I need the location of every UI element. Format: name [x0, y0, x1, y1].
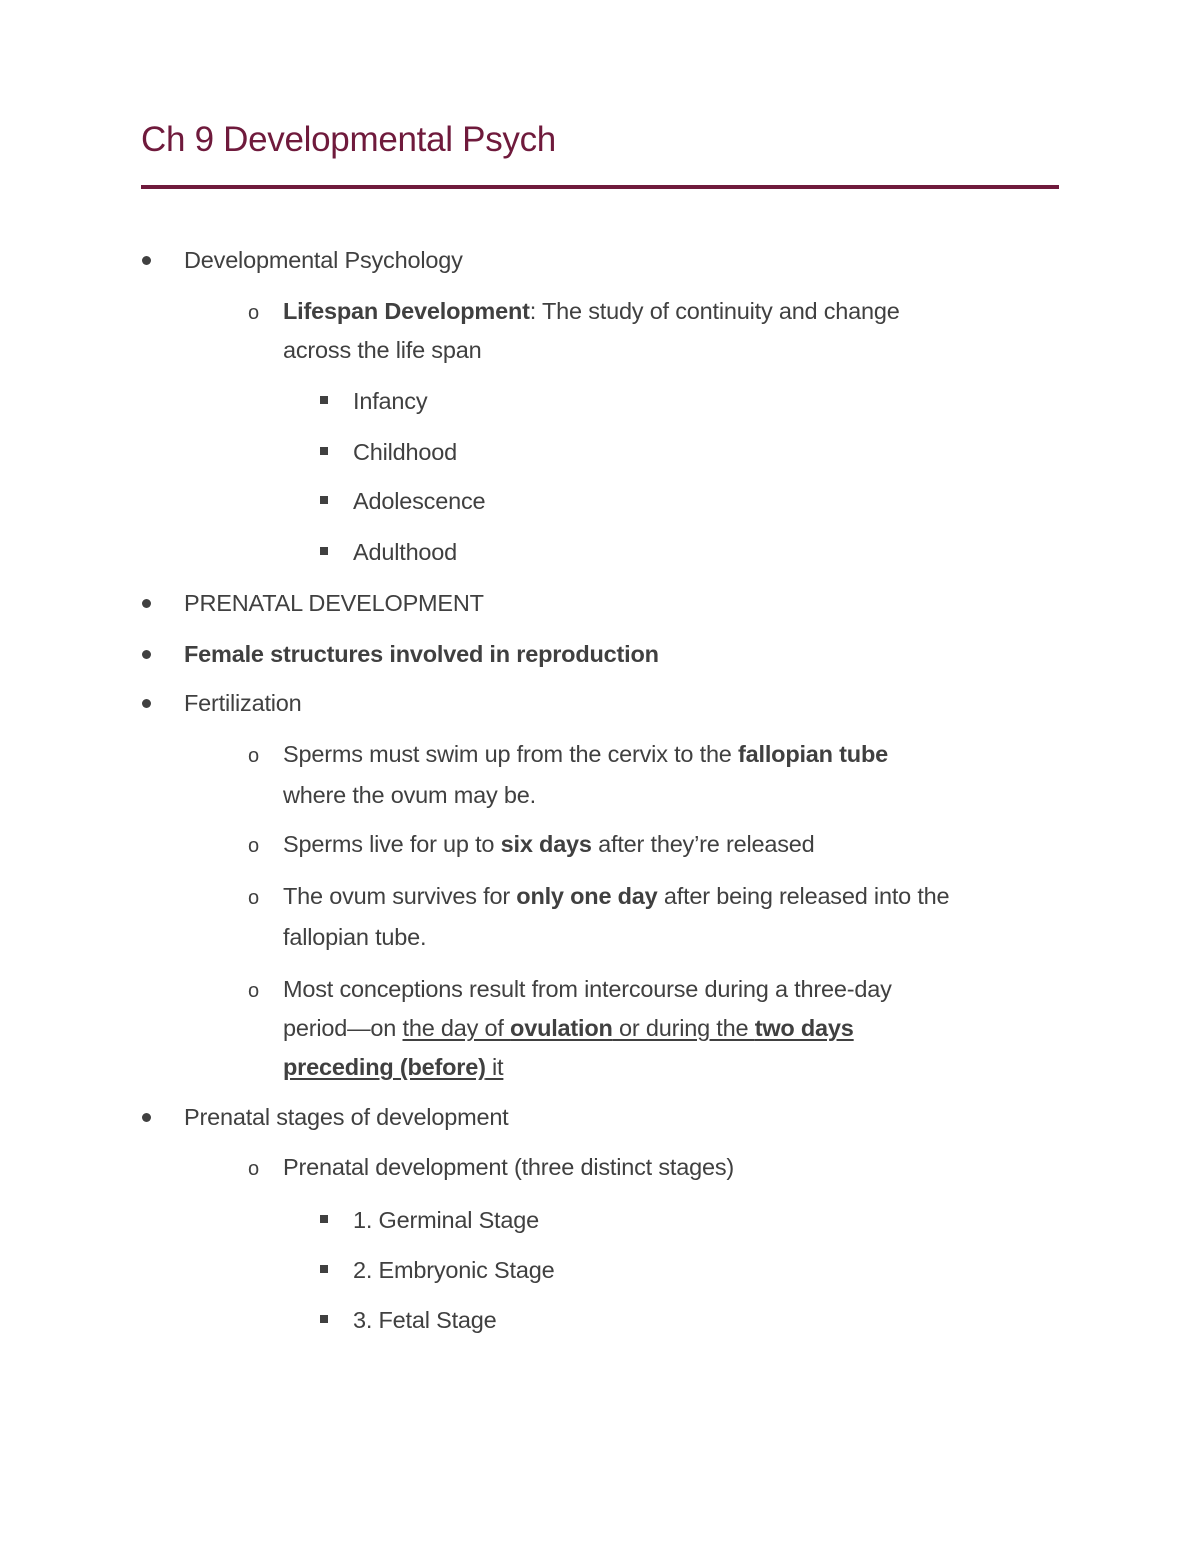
document-title: Ch 9 Developmental Psych: [141, 120, 556, 159]
bold-text: two days: [754, 1015, 854, 1041]
bullet-disc-icon: [142, 1113, 151, 1122]
text-run: after they’re released: [591, 831, 815, 857]
text-run: 1. Germinal Stage: [353, 1207, 539, 1233]
bold-text: Female structures involved in reproduction: [184, 641, 659, 667]
text-run: Fertilization: [184, 690, 302, 716]
text-run: after being released into the: [657, 883, 950, 909]
list-item-level-2: [283, 830, 815, 858]
bullet-circle-icon: o: [248, 980, 260, 1002]
bold-text: only one day: [516, 883, 658, 909]
bullet-square-icon: [320, 496, 328, 504]
list-item-level-3: [353, 387, 427, 415]
bullet-square-icon: [320, 447, 328, 455]
text-run: Sperms must swim up from the cervix to the: [283, 741, 739, 767]
text-run: Infancy: [353, 388, 428, 414]
list-item-level-1: [184, 246, 463, 274]
text-run: period—on: [283, 1015, 403, 1041]
text-run: Most conceptions result from intercourse during a three-day: [283, 976, 892, 1002]
list-item-level-1: [184, 640, 659, 668]
text-run: it: [485, 1054, 504, 1080]
bullet-square-icon: [320, 396, 328, 404]
bullet-square-icon: [320, 1315, 328, 1323]
text-run: the day of: [402, 1015, 511, 1041]
bullet-circle-icon: o: [248, 887, 260, 909]
list-item-level-2: [283, 740, 888, 768]
list-item-level-2: [283, 1153, 734, 1181]
text-run: fallopian tube.: [283, 924, 427, 950]
title-divider: [141, 185, 1059, 189]
text-run: or during the: [612, 1015, 755, 1041]
bullet-circle-icon: o: [248, 745, 260, 767]
text-run: Adulthood: [353, 539, 458, 565]
text-run: Prenatal development (three distinct stages): [283, 1154, 734, 1180]
text-run: 2. Embryonic Stage: [353, 1257, 555, 1283]
list-item-level-3: [353, 438, 457, 466]
bullet-circle-icon: o: [248, 302, 260, 324]
list-item-level-3: [353, 1306, 497, 1334]
list-item-level-3: [353, 1206, 539, 1234]
text-run: Prenatal stages of development: [184, 1104, 509, 1130]
list-item-level-2: [283, 336, 481, 364]
text-run: PRENATAL DEVELOPMENT: [184, 590, 484, 616]
bullet-circle-icon: o: [248, 1158, 260, 1180]
list-item-level-2: [283, 882, 949, 910]
text-run: Childhood: [353, 439, 458, 465]
bullet-disc-icon: [142, 699, 151, 708]
bullet-disc-icon: [142, 599, 151, 608]
text-run: across the life span: [283, 337, 482, 363]
bold-text: ovulation: [510, 1015, 613, 1041]
bold-text: fallopian tube: [738, 741, 888, 767]
text-run: 3. Fetal Stage: [353, 1307, 497, 1333]
text-run: The ovum survives for: [283, 883, 517, 909]
list-item-level-2: [283, 297, 900, 325]
text-run: Developmental Psychology: [184, 247, 463, 273]
bullet-square-icon: [320, 1265, 328, 1273]
bold-text: Lifespan Development: [283, 298, 530, 324]
list-item-level-2: [283, 781, 536, 809]
text-run: Adolescence: [353, 488, 486, 514]
bold-text: preceding (before): [283, 1054, 486, 1080]
text-run: Sperms live for up to: [283, 831, 501, 857]
bullet-square-icon: [320, 547, 328, 555]
bullet-circle-icon: o: [248, 835, 260, 857]
bullet-square-icon: [320, 1215, 328, 1223]
list-item-level-3: [353, 538, 457, 566]
list-item-level-1: [184, 689, 302, 717]
list-item-level-2: [283, 923, 426, 951]
list-item-level-2: [283, 1053, 503, 1081]
list-item-level-3: [353, 487, 485, 515]
bullet-disc-icon: [142, 256, 151, 265]
text-run: where the ovum may be.: [283, 782, 536, 808]
bullet-disc-icon: [142, 650, 151, 659]
list-item-level-2: [283, 975, 892, 1003]
list-item-level-3: [353, 1256, 554, 1284]
text-run: : The study of continuity and change: [529, 298, 900, 324]
bold-text: six days: [500, 831, 592, 857]
list-item-level-1: [184, 1103, 509, 1131]
list-item-level-2: [283, 1014, 854, 1042]
list-item-level-1: [184, 589, 484, 617]
